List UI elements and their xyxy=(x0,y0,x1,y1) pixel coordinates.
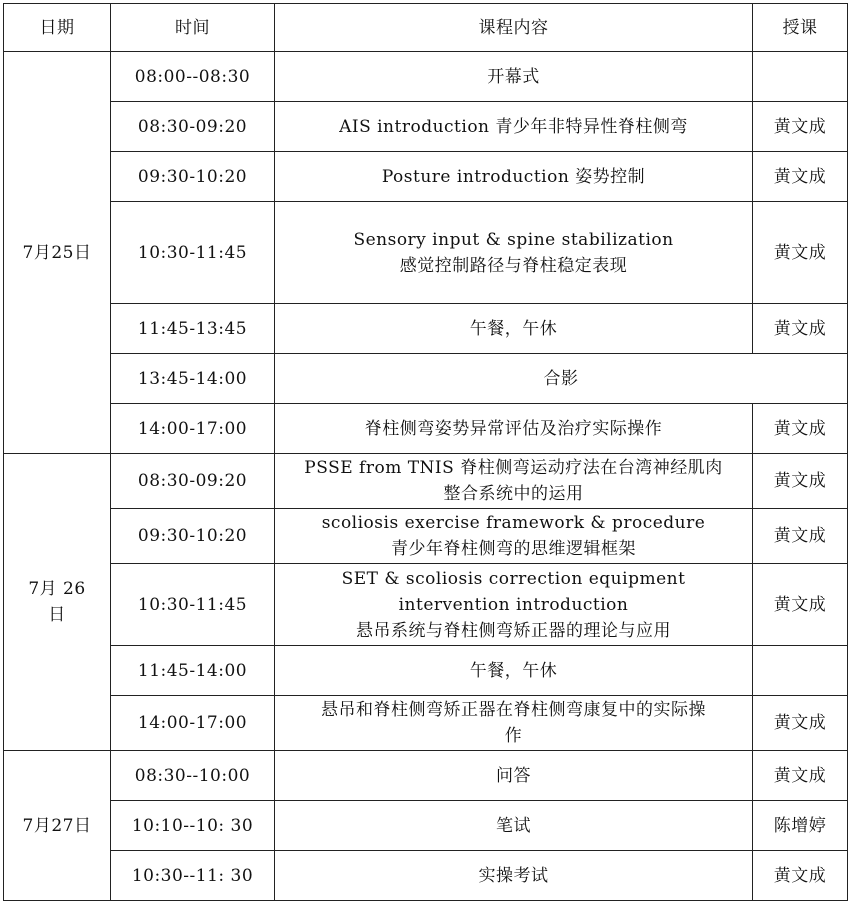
instructor-cell: 黄文成 xyxy=(753,404,848,454)
instructor-cell: 黄文成 xyxy=(753,202,848,304)
content-line: 悬吊和脊柱侧弯矫正器在脊柱侧弯康复中的实际操 xyxy=(321,700,706,720)
table-row xyxy=(4,202,848,304)
instructor-cell xyxy=(753,646,848,696)
content-line: 悬吊系统与脊柱侧弯矫正器的理论与应用 xyxy=(356,620,671,641)
content-cell xyxy=(275,696,753,751)
content-line: 感觉控制路径与脊柱稳定表现 xyxy=(399,255,628,276)
instructor-cell: 黄文成 xyxy=(753,102,848,152)
content-line: 青少年脊柱侧弯的思维逻辑框架 xyxy=(391,539,636,559)
content-cell xyxy=(275,751,753,801)
content-line: 笔试 xyxy=(496,815,531,836)
time-cell: 09:30-10:20 xyxy=(111,152,275,202)
content-cell xyxy=(275,102,753,152)
content-line: Sensory input & spine stabilization xyxy=(353,229,674,250)
time-cell: 10:30-11:45 xyxy=(111,202,275,304)
instructor-cell: 黄文成 xyxy=(753,851,848,901)
header-instructor: 授课 xyxy=(753,4,848,52)
content-cell xyxy=(275,564,753,646)
content-line: SET & scoliosis correction equipment xyxy=(341,568,686,589)
content-cell xyxy=(275,646,753,696)
table-row xyxy=(4,102,848,152)
instructor-cell: 黄文成 xyxy=(753,696,848,751)
instructor-cell: 黄文成 xyxy=(753,509,848,564)
table-row xyxy=(4,152,848,202)
date-cell: 7月 26日 xyxy=(4,454,111,751)
table-row xyxy=(4,751,848,801)
header-time: 时间 xyxy=(111,4,275,52)
content-line: scoliosis exercise framework & procedure xyxy=(321,513,706,533)
time-cell: 10:30--11: 30 xyxy=(111,851,275,901)
time-cell: 08:30-09:20 xyxy=(111,102,275,152)
instructor-cell: 黄文成 xyxy=(753,454,848,509)
content-line: 整合系统中的运用 xyxy=(443,484,584,504)
table-row xyxy=(4,454,848,509)
time-cell: 08:00--08:30 xyxy=(111,52,275,102)
time-cell: 14:00-17:00 xyxy=(111,696,275,751)
content-cell xyxy=(275,404,753,454)
content-line: PSSE from TNIS 脊柱侧弯运动疗法在台湾神经肌肉 xyxy=(304,458,723,478)
content-cell xyxy=(275,304,753,354)
time-cell: 08:30--10:00 xyxy=(111,751,275,801)
content-line: 午餐，午休 xyxy=(469,660,558,681)
content-cell xyxy=(275,152,753,202)
table-row xyxy=(4,564,848,646)
instructor-cell: 陈增婷 xyxy=(753,801,848,851)
instructor-cell: 黄文成 xyxy=(753,564,848,646)
content-line: intervention introduction xyxy=(398,594,629,615)
content-cell xyxy=(275,454,753,509)
content-cell xyxy=(275,52,753,102)
table-row xyxy=(4,509,848,564)
content-cell xyxy=(275,851,753,901)
table-row xyxy=(4,646,848,696)
instructor-cell xyxy=(753,52,848,102)
content-line: 问答 xyxy=(496,765,531,786)
time-cell: 10:30-11:45 xyxy=(111,564,275,646)
content-line: 实操考试 xyxy=(478,865,549,886)
table-row xyxy=(4,52,848,102)
content-cell xyxy=(275,202,753,304)
schedule-table xyxy=(3,3,848,901)
header-content: 课程内容 xyxy=(275,4,753,52)
content-line: 作 xyxy=(504,726,523,746)
content-line: AIS introduction 青少年非特异性脊柱侧弯 xyxy=(339,116,688,137)
table-row xyxy=(4,851,848,901)
content-line: Posture introduction 姿势控制 xyxy=(381,166,646,187)
table-row xyxy=(4,801,848,851)
content-line: 脊柱侧弯姿势异常评估及治疗实际操作 xyxy=(364,418,663,439)
instructor-cell: 黄文成 xyxy=(753,304,848,354)
time-cell: 13:45-14:00 xyxy=(111,354,275,404)
date-cell: 7月25日 xyxy=(4,52,111,454)
instructor-cell: 黄文成 xyxy=(753,751,848,801)
instructor-cell: 黄文成 xyxy=(753,152,848,202)
time-cell: 14:00-17:00 xyxy=(111,404,275,454)
time-cell: 09:30-10:20 xyxy=(111,509,275,564)
content-line: 开幕式 xyxy=(487,66,540,87)
table-row xyxy=(4,404,848,454)
time-cell: 11:45-13:45 xyxy=(111,304,275,354)
content-cell xyxy=(275,509,753,564)
time-cell: 11:45-14:00 xyxy=(111,646,275,696)
table-row xyxy=(4,354,848,404)
schedule-body xyxy=(4,52,848,901)
date-cell: 7月27日 xyxy=(4,751,111,901)
time-cell: 08:30-09:20 xyxy=(111,454,275,509)
content-line: 午餐，午休 xyxy=(469,318,558,339)
content-line: 合影 xyxy=(543,368,579,389)
content-cell xyxy=(275,354,848,404)
header-date: 日期 xyxy=(4,4,111,52)
content-cell xyxy=(275,801,753,851)
table-row xyxy=(4,304,848,354)
time-cell: 10:10--10: 30 xyxy=(111,801,275,851)
table-row xyxy=(4,696,848,751)
header-row xyxy=(4,4,848,52)
